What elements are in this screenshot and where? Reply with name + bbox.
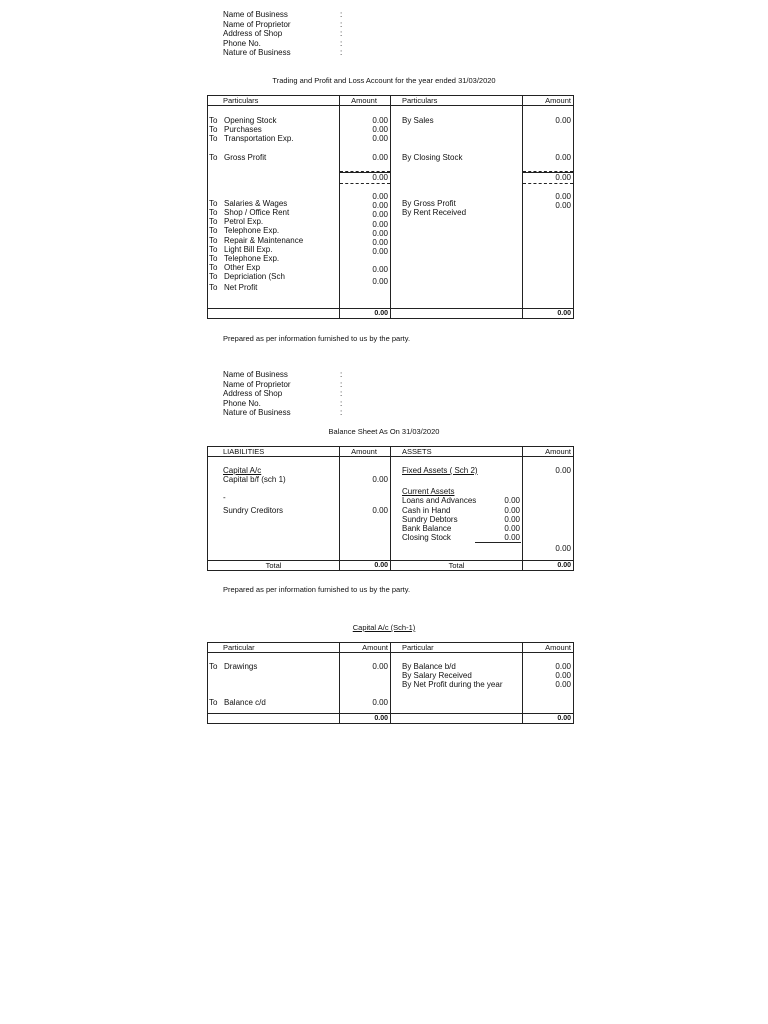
info-label: Address of Shop	[223, 29, 283, 38]
item-label: Shop / Office Rent	[224, 207, 290, 217]
info-row	[223, 389, 343, 399]
list-item: By Net Profit during the year	[402, 680, 503, 690]
item-label: Loans and Advances	[402, 496, 477, 506]
list-item	[208, 698, 339, 707]
list-item: Capital b/f (sch 1)	[223, 475, 286, 485]
table-total-row	[208, 560, 574, 570]
total-label: Total	[391, 560, 523, 570]
column-header: Particulars	[391, 96, 523, 106]
amount-value: 0.00	[372, 228, 388, 238]
item-label: Telephone Exp.	[224, 253, 280, 263]
info-row	[223, 398, 343, 409]
info-row	[223, 19, 343, 30]
info-colon: :	[340, 389, 343, 398]
list-item: By Salary Received	[402, 671, 472, 681]
amount-value: 0.00	[372, 505, 388, 515]
list-item	[208, 254, 339, 263]
column-header: LIABILITIES	[208, 447, 340, 457]
trading-account-title: Trading and Profit and Loss Account for the year ended 31/03/2020	[272, 76, 496, 85]
list-item	[208, 662, 339, 671]
table-body-row	[208, 653, 574, 714]
amount-value: 0.00	[372, 116, 388, 125]
info-colon: :	[340, 379, 343, 389]
amount-value: 0.00	[372, 276, 388, 286]
list-item: Sundry Creditors	[223, 505, 284, 515]
list-item	[391, 515, 522, 524]
balance-sheet-table	[207, 446, 574, 571]
amount-value: 0.00	[372, 134, 388, 144]
item-prefix: To	[209, 244, 218, 254]
amount-value: 0.00	[555, 116, 571, 125]
list-item	[208, 272, 339, 281]
info-label: Phone No.	[223, 38, 261, 48]
item-prefix: To	[209, 116, 218, 125]
info-row	[223, 38, 343, 49]
item-prefix: To	[209, 698, 218, 708]
amount-value: 0.00	[372, 475, 388, 485]
list-item: By Gross Profit	[402, 198, 456, 208]
amount-value: 0.00	[372, 237, 388, 247]
subtotal-value: 0.00	[555, 544, 571, 554]
column-header: ASSETS	[391, 447, 523, 457]
item-label: Other Exp	[224, 263, 261, 273]
capital-account-title: Capital A/c (Sch-1)	[352, 623, 416, 632]
info-colon: :	[340, 398, 343, 408]
amount-value: 0.00	[372, 210, 388, 220]
trading-pl-table	[207, 95, 574, 319]
info-row	[223, 48, 343, 58]
item-prefix: To	[209, 134, 218, 144]
prepared-note: Prepared as per information furnished to us by the party.	[223, 585, 411, 594]
info-label: Name of Business	[223, 10, 288, 19]
list-item	[208, 153, 339, 162]
column-header: Amount	[340, 643, 391, 653]
info-label: Nature of Business	[223, 408, 291, 417]
total-value: 0.00	[340, 308, 391, 318]
item-label: Closing Stock	[402, 533, 451, 543]
item-label: Depriciation (Sch	[224, 272, 285, 282]
column-header: Amount	[523, 643, 574, 653]
item-prefix: To	[209, 198, 218, 208]
column-header: Amount	[523, 96, 574, 106]
amount-value: 0.00	[504, 505, 520, 515]
list-item	[208, 245, 339, 254]
amount-value: 0.00	[504, 496, 520, 506]
list-item	[391, 506, 522, 515]
dash-marker: -	[223, 493, 226, 503]
item-prefix: To	[209, 263, 218, 273]
liabilities-particulars	[208, 457, 340, 561]
column-header: Particular	[208, 643, 340, 653]
column-header: Particulars	[208, 96, 340, 106]
total-cell	[391, 308, 523, 318]
amount-value: 0.00	[504, 533, 520, 543]
item-label: Transportation Exp.	[224, 134, 294, 144]
subtotal-value: 0.00	[523, 172, 573, 182]
info-row	[223, 29, 343, 39]
debit-particulars	[208, 653, 340, 714]
assets-amounts	[523, 457, 574, 561]
column-header: Particular	[391, 643, 523, 653]
table-header-row	[208, 643, 574, 653]
list-item: By Sales	[402, 116, 434, 125]
amount-value: 0.00	[372, 698, 388, 708]
amount-value: 0.00	[372, 662, 388, 671]
amount-value: 0.00	[372, 247, 388, 257]
table-header-row	[208, 96, 574, 106]
list-item: By Balance b/d	[402, 662, 456, 671]
total-value: 0.00	[523, 714, 574, 724]
current-assets-heading: Current Assets	[402, 487, 455, 497]
credit-amounts	[523, 653, 574, 714]
info-colon: :	[340, 38, 343, 48]
amount-value: 0.00	[555, 152, 571, 162]
sum-rule	[475, 542, 521, 545]
amount-value: 0.00	[555, 191, 571, 201]
table-body-row	[208, 106, 574, 309]
total-value: 0.00	[340, 714, 391, 724]
list-item	[208, 208, 339, 217]
info-colon: :	[340, 370, 343, 379]
amount-value: 0.00	[372, 219, 388, 229]
liabilities-amounts	[340, 457, 391, 561]
info-row	[223, 408, 343, 418]
info-label: Name of Proprietor	[223, 19, 291, 29]
item-label: Light Bill Exp.	[224, 244, 273, 254]
column-header: Amount	[340, 96, 391, 106]
amount-value: 0.00	[555, 662, 571, 671]
list-item	[208, 283, 339, 292]
item-prefix: To	[209, 253, 218, 263]
capital-heading: Capital A/c	[223, 466, 262, 475]
amount-value	[340, 256, 390, 265]
list-item: Fixed Assets ( Sch 2)	[402, 466, 478, 475]
info-label: Name of Business	[223, 370, 288, 379]
list-item	[208, 217, 339, 226]
list-item	[208, 263, 339, 272]
total-cell	[208, 714, 340, 724]
capital-account-table	[207, 642, 574, 724]
credit-particulars	[391, 106, 523, 309]
item-label: Cash in Hand	[402, 505, 451, 515]
table-body-row	[208, 457, 574, 561]
balance-sheet-title: Balance Sheet As On 31/03/2020	[328, 427, 440, 436]
total-value: 0.00	[523, 308, 574, 318]
info-row	[223, 10, 343, 20]
sum-rule	[340, 162, 390, 172]
info-colon: :	[340, 48, 343, 57]
info-label: Phone No.	[223, 398, 261, 408]
amount-value: 0.00	[372, 265, 388, 275]
amount-value: 0.00	[372, 125, 388, 135]
list-item	[391, 496, 522, 505]
item-label: Bank Balance	[402, 523, 452, 533]
amount-value: 0.00	[372, 152, 388, 162]
item-label: Sundry Debtors	[402, 514, 458, 524]
double-rule	[523, 183, 573, 192]
list-item: By Rent Received	[402, 207, 467, 217]
sum-rule	[523, 162, 573, 172]
total-label: Total	[208, 560, 340, 570]
item-prefix: To	[209, 152, 218, 162]
assets-particulars	[391, 457, 523, 561]
info-colon: :	[340, 19, 343, 29]
item-prefix: To	[209, 217, 218, 227]
amount-value: 0.00	[372, 201, 388, 211]
info-row	[223, 379, 343, 390]
list-item	[391, 524, 522, 533]
item-label: Salaries & Wages	[224, 198, 288, 208]
item-prefix: To	[209, 662, 218, 671]
info-colon: :	[340, 10, 343, 19]
total-value: 0.00	[523, 560, 574, 570]
column-header: Amount	[340, 447, 391, 457]
table-total-row	[208, 308, 574, 318]
item-label: Drawings	[224, 662, 258, 671]
item-prefix: To	[209, 226, 218, 236]
amount-value: 0.00	[555, 466, 571, 475]
list-item	[208, 226, 339, 235]
item-label: Opening Stock	[224, 116, 277, 125]
item-label: Petrol Exp.	[224, 217, 264, 227]
amount-value: 0.00	[555, 680, 571, 690]
total-value: 0.00	[340, 560, 391, 570]
item-prefix: To	[209, 235, 218, 245]
amount-value: 0.00	[504, 523, 520, 533]
item-label: Balance c/d	[224, 698, 266, 708]
total-cell	[208, 308, 340, 318]
item-prefix: To	[209, 125, 218, 135]
list-item: By Closing Stock	[402, 152, 463, 162]
credit-particulars	[391, 653, 523, 714]
item-label: Net Profit	[224, 283, 258, 293]
amount-value: 0.00	[504, 514, 520, 524]
table-header-row	[208, 447, 574, 457]
item-prefix: To	[209, 272, 218, 282]
info-row	[223, 370, 343, 380]
info-label: Address of Shop	[223, 389, 283, 398]
amount-value: 0.00	[372, 191, 388, 201]
info-colon: :	[340, 408, 343, 417]
list-item	[208, 236, 339, 245]
amount-value: 0.00	[555, 201, 571, 211]
info-colon: :	[340, 29, 343, 38]
item-label: Gross Profit	[224, 152, 267, 162]
list-item	[208, 116, 339, 125]
item-label: Repair & Maintenance	[224, 235, 304, 245]
amount-value: 0.00	[555, 671, 571, 681]
list-item	[208, 199, 339, 208]
debit-amounts	[340, 106, 391, 309]
subtotal-value: 0.00	[340, 172, 390, 182]
debit-particulars	[208, 106, 340, 309]
total-cell	[391, 714, 523, 724]
prepared-note: Prepared as per information furnished to us by the party.	[223, 334, 411, 343]
item-label: Purchases	[224, 125, 262, 135]
info-label: Name of Proprietor	[223, 379, 291, 389]
item-label: Telephone Exp.	[224, 226, 280, 236]
double-rule	[340, 183, 390, 192]
column-header: Amount	[523, 447, 574, 457]
list-item	[391, 533, 522, 542]
credit-amounts	[523, 106, 574, 309]
item-prefix: To	[209, 283, 218, 293]
list-item	[208, 125, 339, 134]
list-item	[208, 134, 339, 143]
info-label: Nature of Business	[223, 48, 291, 57]
debit-amounts	[340, 653, 391, 714]
item-prefix: To	[209, 207, 218, 217]
table-total-row	[208, 714, 574, 724]
